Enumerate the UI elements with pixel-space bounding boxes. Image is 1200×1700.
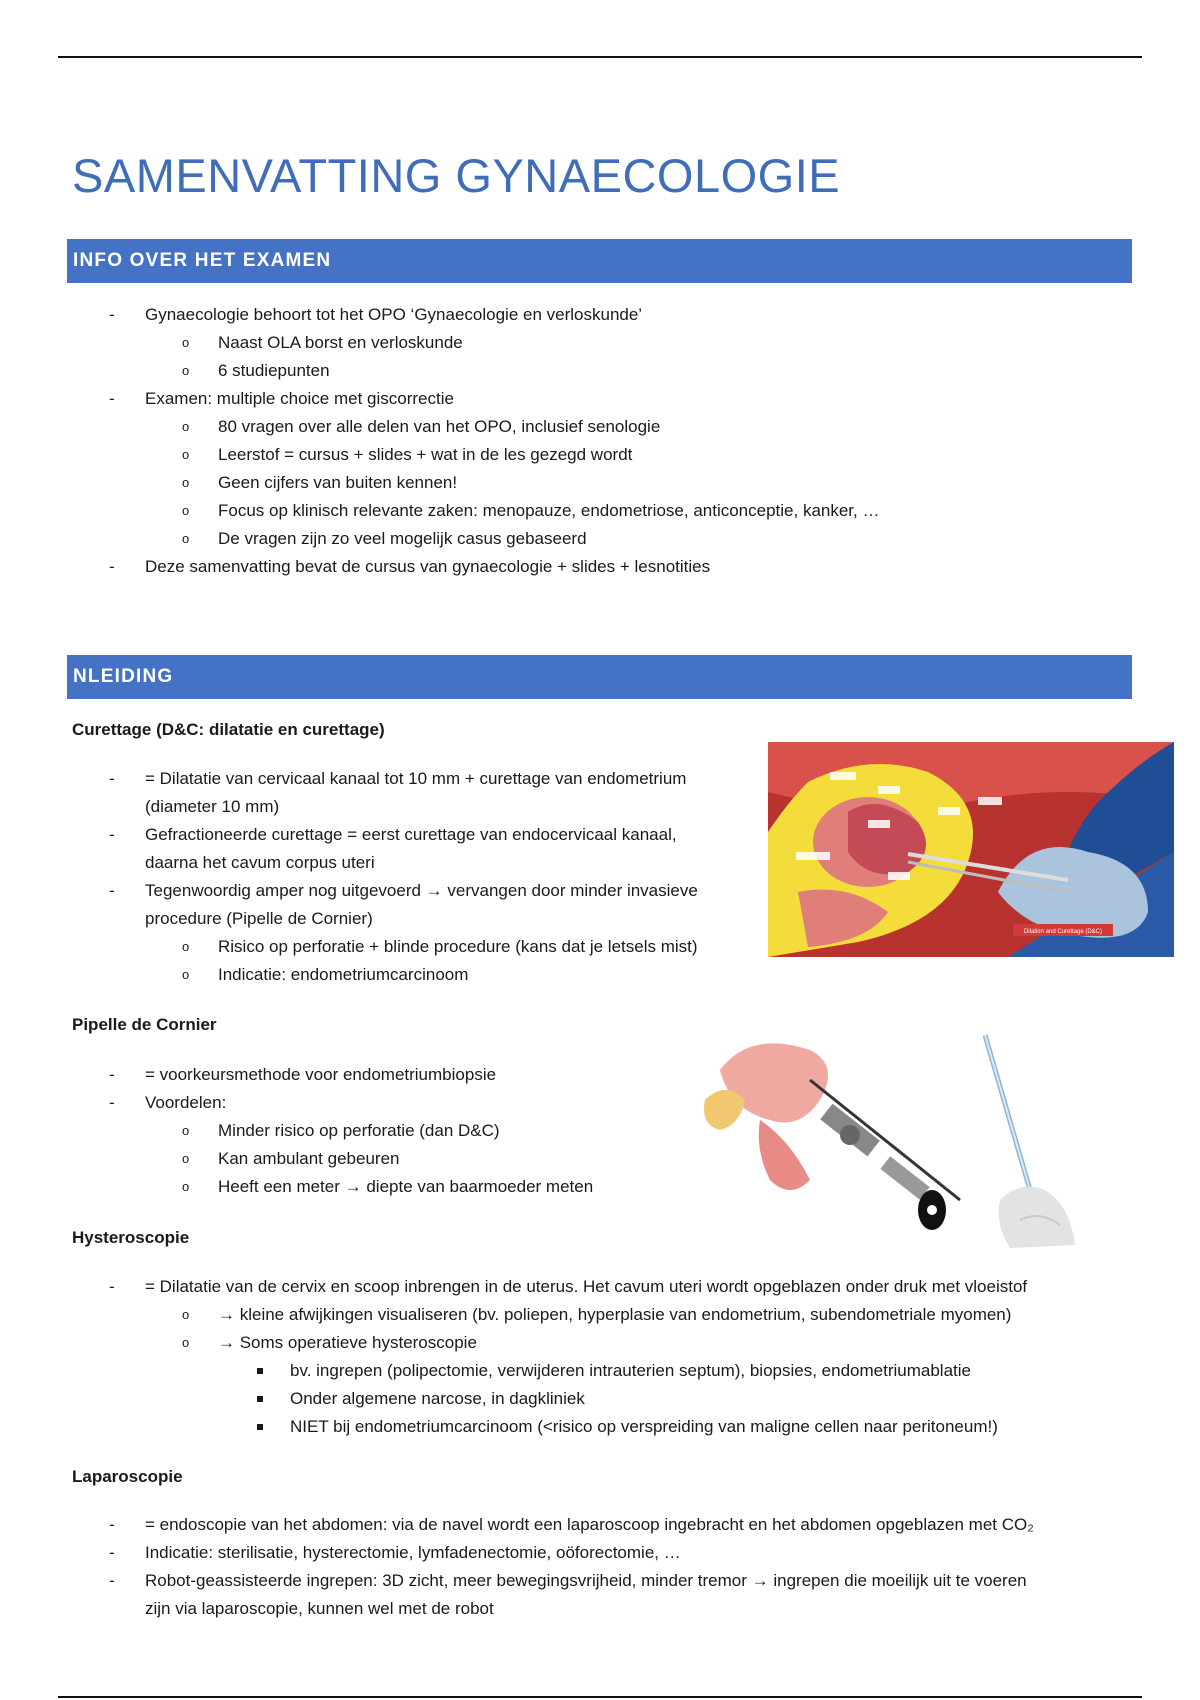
list-item: NIET bij endometriumcarcinoom (<risico op verspreiding van maligne cellen naar peritoneum!): [290, 1413, 998, 1441]
list-item: - Examen: multiple choice met giscorrectie: [145, 385, 454, 413]
list-item: o → Soms operatieve hysteroscopie: [218, 1329, 477, 1357]
figure-caption: Dilation and Curettage (D&C): [1023, 929, 1103, 935]
document-title: SAMENVATTING GYNAECOLOGIE: [72, 149, 841, 202]
list-item: - Gefractioneerde curettage = eerst curettage van endocervicaal kanaal,: [145, 821, 677, 849]
list-item: o Leerstof = cursus + slides + wat in de les gezegd wordt: [218, 441, 632, 469]
hysteroscope-pipelle-illustration: [700, 1030, 1125, 1250]
list-item: - Gynaecologie behoort tot het OPO ‘Gynaecologie en verloskunde’: [145, 301, 642, 329]
list-item: o 80 vragen over alle delen van het OPO, inclusief senologie: [218, 413, 660, 441]
list-item: - Tegenwoordig amper nog uitgevoerd → vervangen door minder invasieve: [145, 877, 698, 905]
subheading-laparoscopie: Laparoscopie: [72, 1467, 183, 1486]
list-item: - Robot-geassisteerde ingrepen: 3D zicht, meer bewegingsvrijheid, minder tremor → ingrepen die moeilijk uit te voeren: [145, 1567, 1027, 1595]
dilation-curettage-illustration: [768, 742, 1174, 957]
subheading-curettage: Curettage (D&C: dilatatie en curettage): [72, 720, 385, 739]
list-item: o Minder risico op perforatie (dan D&C): [218, 1117, 500, 1145]
list-item: o De vragen zijn zo veel mogelijk casus gebaseerd: [218, 525, 587, 553]
list-item: o Risico op perforatie + blinde procedure (kans dat je letsels mist): [218, 933, 698, 961]
list-item-continuation: daarna het cavum corpus uteri: [145, 853, 375, 872]
list-item: - = voorkeursmethode voor endometriumbiopsie: [145, 1061, 496, 1089]
list-item: - = Dilatatie van de cervix en scoop inbrengen in de uterus. Het cavum uteri wordt opgeblazen onder druk met vloeistof: [145, 1273, 1027, 1301]
section-heading-exam-info: INFO OVER HET EXAMEN: [67, 239, 1132, 283]
list-item-continuation: (diameter 10 mm): [145, 797, 280, 816]
footer-rule: [58, 1696, 1142, 1698]
list-item: o Indicatie: endometriumcarcinoom: [218, 961, 468, 989]
list-item: bv. ingrepen (polipectomie, verwijderen intrauterien septum), biopsies, endometriumablatie: [290, 1357, 971, 1385]
list-item-continuation: procedure (Pipelle de Cornier): [145, 909, 373, 928]
list-item: - = endoscopie van het abdomen: via de navel wordt een laparoscoop ingebracht en het abdomen opgeblazen met CO₂: [145, 1511, 1034, 1539]
header-rule: [58, 56, 1142, 58]
list-item: o Geen cijfers van buiten kennen!: [218, 469, 457, 497]
list-item: o Naast OLA borst en verloskunde: [218, 329, 463, 357]
list-item: - Voordelen:: [145, 1089, 226, 1117]
list-item: o Kan ambulant gebeuren: [218, 1145, 399, 1173]
list-item: - Deze samenvatting bevat de cursus van gynaecologie + slides + lesnotities: [145, 553, 710, 581]
list-item: o Focus op klinisch relevante zaken: menopauze, endometriose, anticonceptie, kanker, …: [218, 497, 879, 525]
subheading-pipelle: Pipelle de Cornier: [72, 1015, 217, 1034]
list-item-continuation: zijn via laparoscopie, kunnen wel met de robot: [145, 1599, 494, 1618]
subheading-hysteroscopie: Hysteroscopie: [72, 1228, 190, 1247]
list-item: - = Dilatatie van cervicaal kanaal tot 10 mm + curettage van endometrium: [145, 765, 686, 793]
list-item: Onder algemene narcose, in dagkliniek: [290, 1385, 585, 1413]
list-item: o 6 studiepunten: [218, 357, 330, 385]
list-item: o → kleine afwijkingen visualiseren (bv. poliepen, hyperplasie van endometrium, subendometriale myomen): [218, 1301, 1011, 1329]
section-heading-introduction: NLEIDING: [67, 655, 1132, 699]
list-item: o Heeft een meter → diepte van baarmoeder meten: [218, 1173, 593, 1201]
list-item: - Indicatie: sterilisatie, hysterectomie, lymfadenectomie, oöforectomie, …: [145, 1539, 681, 1567]
